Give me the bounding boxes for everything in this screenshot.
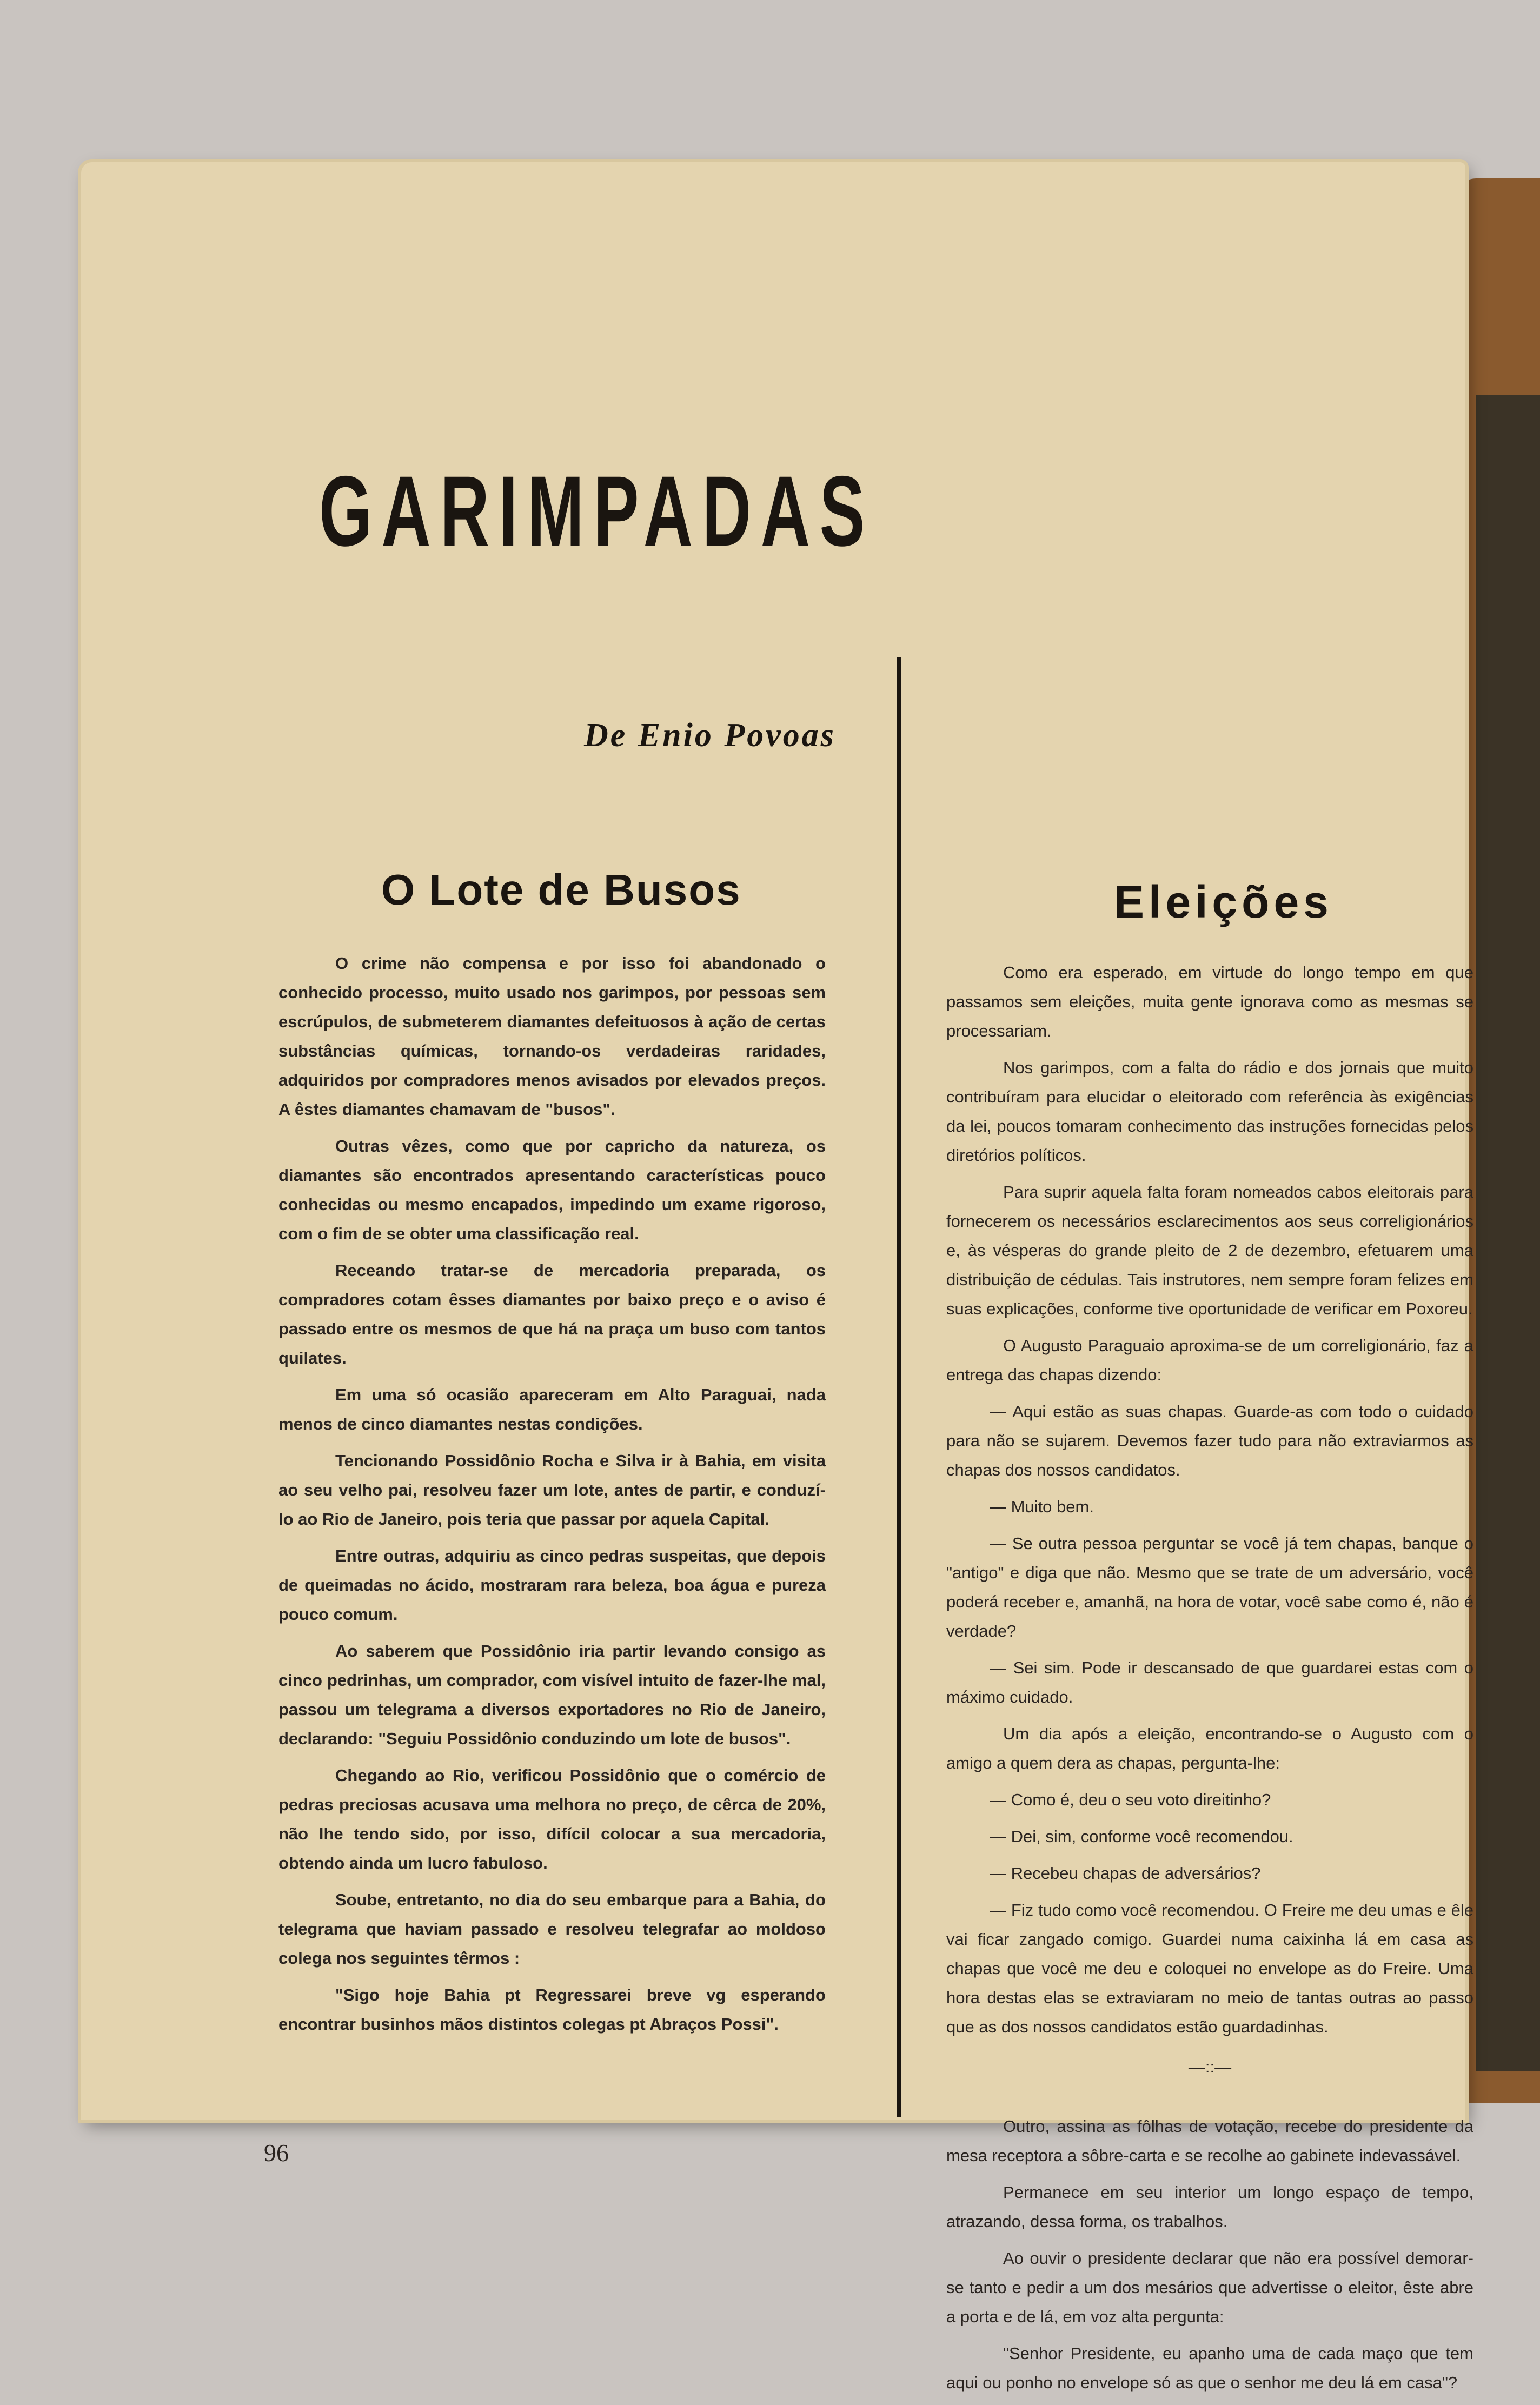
paragraph: Em uma só ocasião apareceram em Alto Paraguai, nada menos de cinco diamantes nestas condições. xyxy=(278,1385,826,1433)
dialogue-line: — Como é, deu o seu voto direitinho? xyxy=(990,1790,1271,1809)
paragraph: Permanece em seu interior um longo espaço de tempo, atrazando, dessa forma, os trabalhos. xyxy=(946,2183,1473,2231)
paragraph: Ao saberem que Possidônio iria partir levando consigo as cinco pedrinhas, um comprador, com visível intuito de fazer-lhe mal, passou um telegrama a diversos exportadores no Rio de Janeiro, declarando: "Seguiu Possidônio conduzindo um lote de busos". xyxy=(278,1642,826,1748)
paragraph: O Augusto Paraguaio aproxima-se de um correligionário, faz a entrega das chapas dizendo: xyxy=(946,1336,1473,1384)
paragraph: Chegando ao Rio, verificou Possidônio que o comércio de pedras preciosas acusava uma melhora no preço, de cêrca de 20%, não lhe tendo sido, por isso, difícil colocar a sua mercadoria, obtendo ainda um lucro fabuloso. xyxy=(278,1766,826,1872)
dialogue-line: — Fiz tudo como você recomendou. O Freire me deu umas e êle vai ficar zangado comigo. Guardei numa caixinha lá em casa as chapas que você me deu e coloquei no envelope as do Freire. Uma hora destas elas se extraviaram no meio de tantas outras ao passo que as dos nossos candidatos estão guardadinhas. xyxy=(946,1901,1473,2036)
dialogue-line: — Dei, sim, conforme você recomendou. xyxy=(990,1827,1293,1846)
column-divider xyxy=(897,657,901,2117)
paragraph: Outras vêzes, como que por capricho da natureza, os diamantes são encontrados apresentando características pouco conhecidas ou mesmo encapados, impedindo um exame rigoroso, com o fim de se obter uma classificação real. xyxy=(278,1137,826,1243)
paragraph: Receando tratar-se de mercadoria preparada, os compradores cotam êsses diamantes por baixo preço e o aviso é passado entre os mesmos de que há na praça um buso com tantos quilates. xyxy=(278,1261,826,1367)
dialogue-line: — Se outra pessoa perguntar se você já tem chapas, banque o "antigo" e diga que não. Mesmo que se trate de um adversário, você poderá receber e, amanhã, na hora de votar, você sabe como é, não é verdade? xyxy=(946,1534,1473,1640)
article-right-title: Eleições xyxy=(1114,876,1333,927)
dialogue-line: — Recebeu chapas de adversários? xyxy=(990,1864,1261,1883)
article-left-title: O Lote de Busos xyxy=(381,866,741,914)
paragraph: Ao ouvir o presidente declarar que não era possível demorar-se tanto e pedir a um dos mesários que advertisse o eleitor, êste abre a porta e de lá, em voz alta pergunta: xyxy=(946,2249,1473,2326)
section-separator: —::— xyxy=(1188,2057,1232,2076)
byline: De Enio Povoas xyxy=(584,717,836,754)
paragraph: Outro, assina as fôlhas de votação, recebe do presidente da mesa receptora a sôbre-carta e se recolhe ao gabinete indevassável. xyxy=(946,2117,1473,2165)
paragraph: Entre outras, adquiriu as cinco pedras suspeitas, que depois de queimadas no ácido, mostraram rara beleza, boa água e pureza pouco comum. xyxy=(278,1546,826,1624)
page-number: 96 xyxy=(264,2139,289,2167)
paragraph: Soube, entretanto, no dia do seu embarque para a Bahia, do telegrama que haviam passado e resolveu telegrafar ao moldoso colega nos seguintes têrmos : xyxy=(278,1890,826,1968)
dialogue-line: — Sei sim. Pode ir descansado de que guardarei estas com o máximo cuidado. xyxy=(946,1658,1473,1706)
article-right-body xyxy=(946,958,1473,2405)
article-left-body xyxy=(278,949,826,2047)
paragraph: Tencionando Possidônio Rocha e Silva ir à Bahia, em visita ao seu velho pai, resolveu fazer um lote, antes de partir, e conduzí-lo ao Rio de Janeiro, pois teria que passar por aquela Capital. xyxy=(278,1451,826,1529)
paragraph: "Sigo hoje Bahia pt Regressarei breve vg esperando encontrar businhos mãos distintos colegas pt Abraços Possi". xyxy=(278,1985,826,2034)
paragraph: Nos garimpos, com a falta do rádio e dos jornais que muito contribuíram para elucidar o eleitorado com referência às exigências da lei, poucos tomaram conhecimento das instruções fornecidas pelos diretórios políticos. xyxy=(946,1058,1473,1165)
paragraph: O crime não compensa e por isso foi abandonado o conhecido processo, muito usado nos garimpos, por pessoas sem escrúpulos, de submeterem diamantes defeituosos à ação de certas substâncias químicas, tornando-os verdadeiras raridades, adquiridos por compradores menos avisados por elevados preços. A êstes diamantes chamavam de "busos". xyxy=(278,954,826,1119)
paragraph: Para suprir aquela falta foram nomeados cabos eleitorais para fornecerem os necessários esclarecimentos aos seus correligionários e, às vésperas do grande pleito de 2 de dezembro, efetuarem uma distribuição de cédulas. Tais instrutores, nem sempre foram felizes em suas explicações, conforme tive oportunidade de verificar em Poxoreu. xyxy=(946,1182,1473,1318)
paragraph: Um dia após a eleição, encontrando-se o Augusto com o amigo a quem dera as chapas, pergunta-lhe: xyxy=(946,1724,1473,1772)
paragraph: "Senhor Presidente, eu apanho uma de cada maço que tem aqui ou ponho no envelope só as que o senhor me deu lá em casa"? xyxy=(946,2344,1473,2392)
paragraph: Como era esperado, em virtude do longo tempo em que passamos sem eleições, muita gente ignorava como as mesmas se processariam. xyxy=(946,963,1473,1040)
section-title: GARIMPADAS xyxy=(319,456,875,567)
magazine-page xyxy=(81,162,1473,2392)
dialogue-line: — Muito bem. xyxy=(990,1497,1094,1516)
dialogue-line: — Aqui estão as suas chapas. Guarde-as com todo o cuidado para não se sujarem. Devemos fazer tudo para não extraviarmos as chapas dos nossos candidatos. xyxy=(946,1402,1473,1479)
